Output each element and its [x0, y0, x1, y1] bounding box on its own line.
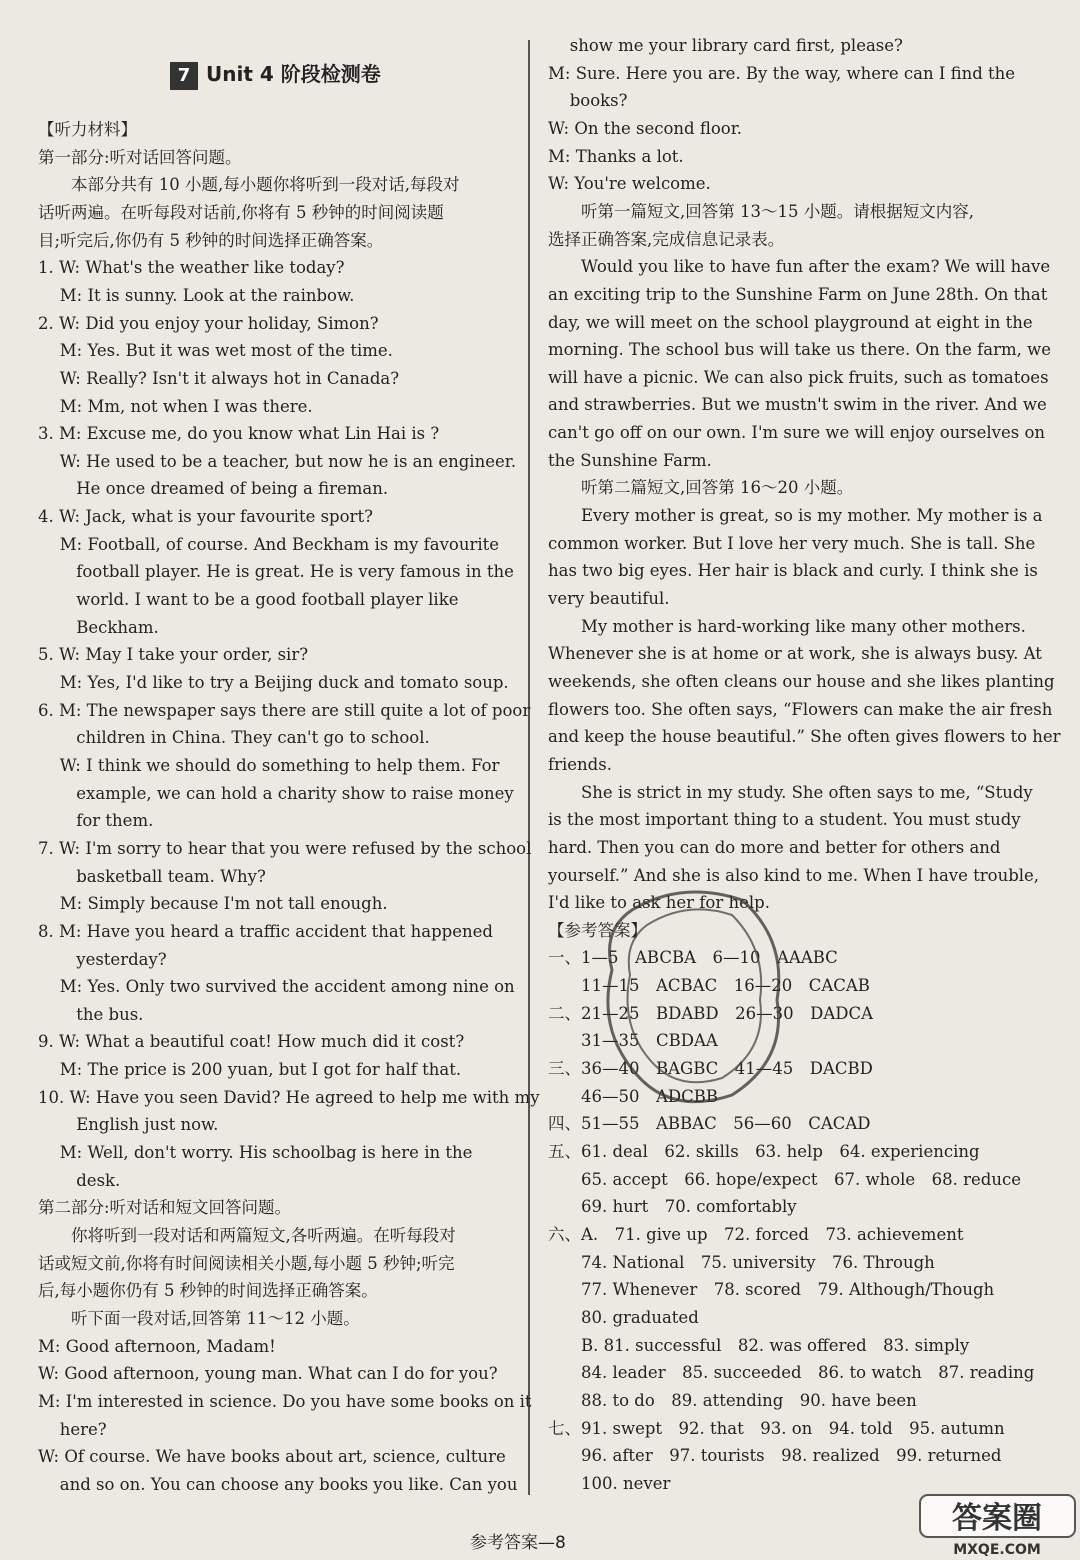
text-line: B. 81. successful 82. was offered 83. simply [548, 1335, 970, 1355]
text-line: 本部分共有 10 小题,每小题你将听到一段对话,每段对 [38, 175, 460, 195]
text-line: 第二部分:听对话和短文回答问题。 [38, 1198, 292, 1218]
text-line: 9. W: What a beautiful coat! How much did it cost? [38, 1032, 465, 1052]
text-line: W: You're welcome. [548, 174, 711, 194]
text-line: 二、21—25 BDABD 26—30 DADCA [548, 1003, 874, 1023]
text-line: 一、1—5 ABCBA 6—10 AAABC [548, 948, 838, 968]
text-line: basketball team. Why? [38, 866, 266, 886]
text-line: He once dreamed of being a fireman. [38, 479, 389, 499]
text-line: W: Really? Isn't it always hot in Canada? [38, 368, 400, 388]
text-line: 六、A. 71. give up 72. forced 73. achievement [548, 1224, 964, 1244]
text-line: 10. W: Have you seen David? He agreed to help me with my [38, 1087, 540, 1107]
text-line: 五、61. deal 62. skills 63. help 64. experiencing [548, 1142, 980, 1161]
text-line: Every mother is great, so is my mother. My mother is a [548, 506, 1043, 526]
text-line: W: He used to be a teacher, but now he is an engineer. [38, 451, 517, 471]
text-line: friends. [548, 754, 612, 774]
text-line: 77. Whenever 78. scored 79. Although/Though [548, 1280, 995, 1300]
text-line: 选择正确答案,完成信息记录表。 [548, 229, 785, 249]
text-line: 100. never [548, 1473, 671, 1493]
text-line: She is strict in my study. She often says to me, “Study [548, 782, 1033, 802]
text-line: 4. W: Jack, what is your favourite sport? [38, 507, 373, 527]
text-line: M: It is sunny. Look at the rainbow. [38, 285, 355, 305]
text-line: 听第一篇短文,回答第 13～15 小题。请根据短文内容, [548, 201, 974, 221]
text-line: the Sunshine Farm. [548, 450, 712, 470]
text-line: 6. M: The newspaper says there are still quite a lot of poor [38, 700, 531, 720]
text-line: will have a picnic. We can also pick fruits, such as tomatoes [548, 367, 1049, 387]
text-line: M: Sure. Here you are. By the way, where can I find the [548, 63, 1016, 83]
text-line: M: I'm interested in science. Do you have some books on it [38, 1391, 532, 1411]
section-number-badge: 7 [170, 62, 198, 90]
text-line: 8. M: Have you heard a traffic accident that happened [38, 921, 493, 941]
title-text: Unit 4 阶段检测卷 [206, 62, 381, 86]
text-line: 四、51—55 ABBAC 56—60 CACAD [548, 1114, 871, 1134]
text-line: 5. W: May I take your order, sir? [38, 645, 309, 665]
text-line: W: On the second floor. [548, 118, 743, 138]
page-footer: 参考答案—8 [470, 1533, 566, 1553]
text-line: 69. hurt 70. comfortably [548, 1197, 797, 1217]
text-line: M: Simply because I'm not tall enough. [38, 894, 388, 914]
column-divider [528, 40, 530, 1495]
text-line: 【参考答案】 [548, 920, 647, 940]
text-line: 第一部分:听对话回答问题。 [38, 147, 242, 167]
text-line: children in China. They can't go to school. [38, 728, 430, 748]
text-line: M: Good afternoon, Madam! [38, 1336, 276, 1356]
text-line: yesterday? [38, 949, 167, 969]
text-line: M: The price is 200 yuan, but I got for half that. [38, 1060, 462, 1080]
text-line: 7. W: I'm sorry to hear that you were refused by the school [38, 838, 532, 858]
text-line: 31—35 CBDAA [548, 1031, 718, 1051]
text-line: English just now. [38, 1115, 219, 1135]
text-line: flowers too. She often says, “Flowers can make the air fresh [548, 699, 1053, 719]
text-line: 目;听完后,你仍有 5 秒钟的时间选择正确答案。 [38, 230, 384, 250]
text-line: 1. W: What's the weather like today? [38, 258, 345, 278]
text-line: M: Well, don't worry. His schoolbag is here in the [38, 1143, 473, 1163]
text-line: world. I want to be a good football player like [38, 590, 459, 610]
text-line: very beautiful. [548, 589, 670, 608]
text-line: 3. M: Excuse me, do you know what Lin Hai is ? [38, 424, 440, 444]
text-line: 65. accept 66. hope/expect 67. whole 68. reduce [548, 1169, 1022, 1189]
text-line: 你将听到一段对话和两篇短文,各听两遍。在听每段对 [38, 1226, 456, 1245]
page-title [170, 58, 381, 90]
text-line: 46—50 ADCBB [548, 1086, 719, 1106]
text-line: 【听力材料】 [38, 120, 137, 139]
text-line: desk. [38, 1170, 121, 1190]
text-line: 84. leader 85. succeeded 86. to watch 87. reading [548, 1363, 1035, 1383]
text-line: M: Thanks a lot. [548, 146, 684, 166]
text-line: 话或短文前,你将有时间阅读相关小题,每小题 5 秒钟;听完 [38, 1253, 455, 1273]
text-line: football player. He is great. He is very famous in the [38, 562, 514, 582]
text-line: has two big eyes. Her hair is black and curly. I think she is [548, 561, 1038, 581]
text-line: Whenever she is at home or at work, she is always busy. At [548, 644, 1042, 664]
text-line: W: Good afternoon, young man. What can I do for you? [38, 1364, 498, 1384]
text-line: 后,每小题你仍有 5 秒钟的时间选择正确答案。 [38, 1281, 378, 1301]
text-line: day, we will meet on the school playground at eight in the [548, 312, 1033, 332]
text-line: 2. W: Did you enjoy your holiday, Simon? [38, 313, 379, 333]
text-line: 听下面一段对话,回答第 11～12 小题。 [38, 1308, 360, 1328]
text-line: weekends, she often cleans our house and she likes planting [548, 671, 1055, 691]
watermark-logo [915, 1490, 1080, 1560]
text-line: 三、36—40 BAGBC 41—45 DACBD [548, 1059, 873, 1079]
text-line: the bus. [38, 1004, 144, 1024]
watermark-logo-text: 答案圈 [952, 1501, 1042, 1536]
text-line: My mother is hard-working like many other mothers. [548, 616, 1026, 636]
text-line: show me your library card first, please? [548, 36, 903, 55]
watermark-stamp [592, 880, 792, 1110]
text-line: I'd like to ask her for help. [548, 893, 770, 913]
text-line: morning. The school bus will take us there. On the farm, we [548, 340, 1052, 360]
text-line: 74. National 75. university 76. Through [548, 1252, 935, 1272]
text-line: M: Football, of course. And Beckham is my favourite [38, 534, 500, 554]
text-line: 话听两遍。在听每段对话前,你将有 5 秒钟的时间阅读题 [38, 202, 444, 222]
text-line: yourself.” And she is also kind to me. When I have trouble, [548, 865, 1040, 885]
text-line: for them. [38, 811, 154, 831]
text-line: 七、91. swept 92. that 93. on 94. told 95. autumn [548, 1418, 1005, 1438]
text-line: can't go off on our own. I'm sure we will enjoy ourselves on [548, 423, 1046, 443]
text-line: 88. to do 89. attending 90. have been [548, 1390, 917, 1410]
text-line: 11—15 ACBAC 16—20 CACAB [548, 976, 870, 996]
text-line: and keep the house beautiful.” She often gives flowers to her [548, 727, 1061, 747]
text-line: Beckham. [38, 617, 159, 637]
text-line: 听第二篇短文,回答第 16～20 小题。 [548, 478, 854, 498]
text-line: example, we can hold a charity show to raise money [38, 783, 514, 803]
text-line: 96. after 97. tourists 98. realized 99. returned [548, 1446, 1002, 1466]
text-line: books? [548, 91, 628, 111]
text-line: and so on. You can choose any books you like. Can you [38, 1474, 518, 1494]
text-line: W: I think we should do something to help them. For [38, 755, 500, 775]
text-line: here? [38, 1419, 107, 1439]
text-line: M: Yes, I'd like to try a Beijing duck and tomato soup. [38, 673, 509, 692]
text-line: M: Yes. Only two survived the accident among nine on [38, 977, 515, 997]
text-line: an exciting trip to the Sunshine Farm on June 28th. On that [548, 284, 1048, 304]
text-line: is the most important thing to a student. You must study [548, 810, 1021, 830]
text-line: hard. Then you can do more and better for others and [548, 837, 1001, 857]
text-line: common worker. But I love her very much. She is tall. She [548, 533, 1036, 553]
watermark-url: MXQE.COM [953, 1542, 1041, 1558]
text-line: Would you like to have fun after the exam? We will have [548, 257, 1051, 277]
text-line: and strawberries. But we mustn't swim in the river. And we [548, 395, 1047, 415]
text-line: 80. graduated [548, 1307, 699, 1327]
text-line: M: Yes. But it was wet most of the time. [38, 341, 393, 361]
text-line: M: Mm, not when I was there. [38, 396, 313, 416]
text-line: W: Of course. We have books about art, science, culture [38, 1447, 506, 1467]
